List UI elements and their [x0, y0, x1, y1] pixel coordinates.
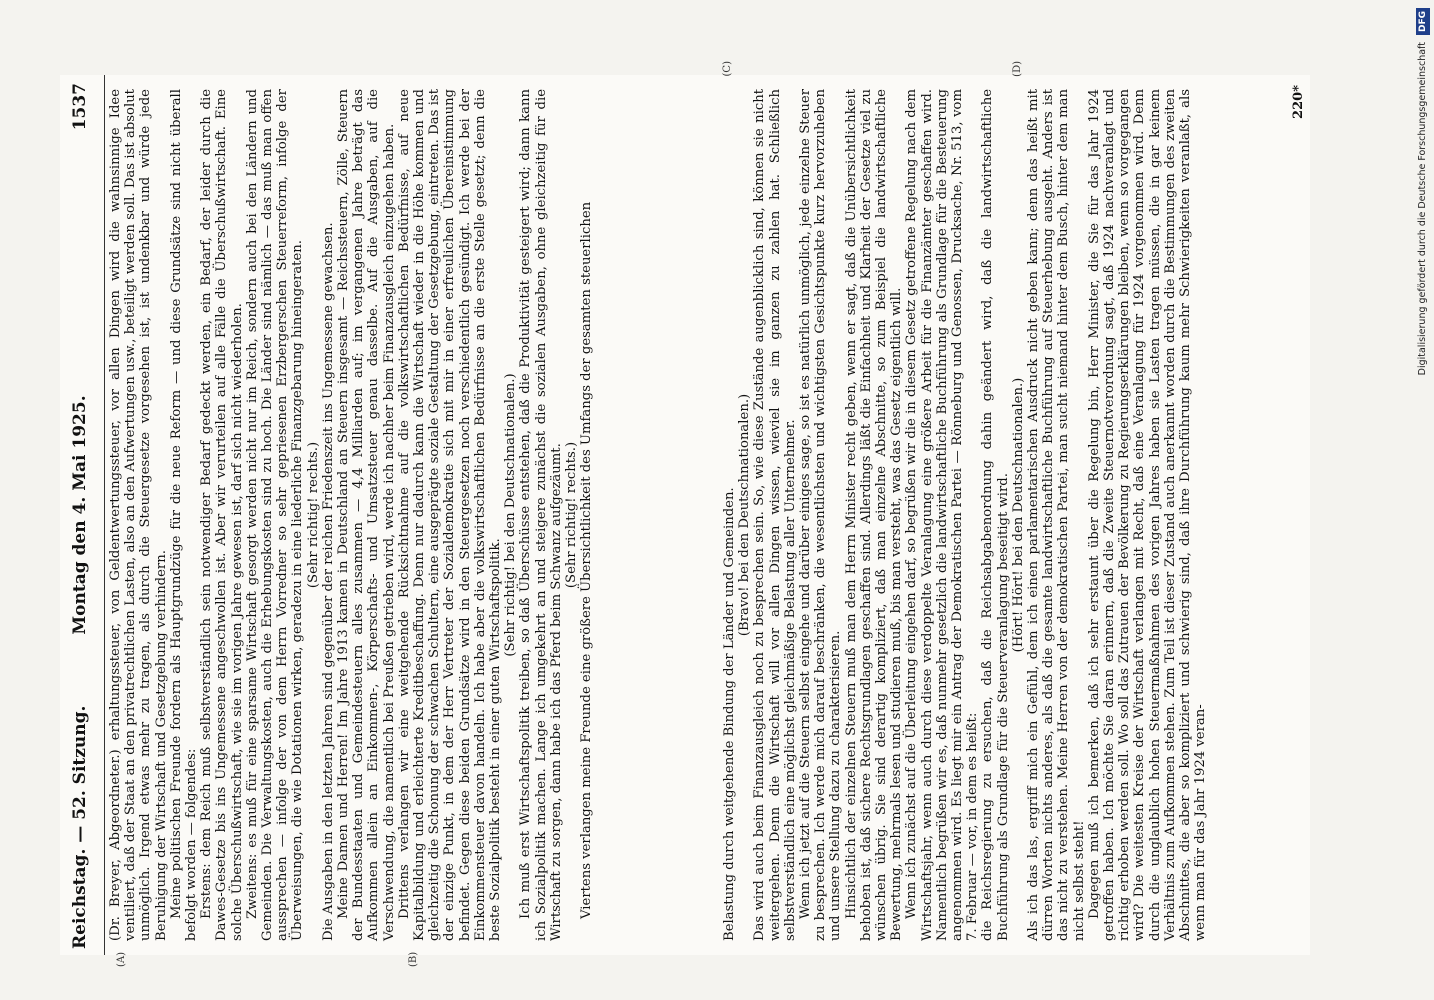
- margin-marker-a: (A): [116, 951, 127, 967]
- right-column: [722, 89, 1209, 941]
- paragraph: (Hört! Hört! bei den Deutschnationalen.): [1010, 377, 1026, 653]
- paragraph: Hinsichtlich der einzelnen Steuern muß man dem Herrn Minister recht geben, wenn er sagt, daß die Unübersichtlichkeit behoben ist, daß sichere Rechtsgrundlagen geschaffen sind. Allerdings läßt die Einfachheit und Klarheit der Gesetze viel zu wünschen übrig. Sie sind derartig kompliziert, daß man einzelne Abschnitte, so zum Beispiel die landwirtschaftliche Bewertung, mehrmals lesen und studieren muß, bis man versteht, was das Gesetz eigentlich will.: [843, 89, 905, 941]
- margin-marker-c: (C): [722, 61, 733, 77]
- paragraph: Ich muß erst Wirtschaftspolitik treiben, so daß Überschüsse entstehen, daß die Produktivität gesteigert wird; dann kann ich Sozialpolitik machen. Lange ich umgekehrt an und steigere zunächst die sozialen Ausgaben, ohne gleichzeitig für die Wirtschaft zu sorgen, dann habe ich das Pferd beim Schwanz aufgezäumt.: [518, 89, 564, 941]
- digitization-credit: [1414, 8, 1432, 993]
- session-title: Reichstag. — 52. Sitzung.: [70, 705, 90, 949]
- paragraph: Wenn ich jetzt auf die Steuern selbst eingehe und darüber einiges sage, so ist es natürlich unmöglich, jede einzelne Steuer zu besprechen. Ich werde mich darauf beschränken, die wesentlichsten und wichtigsten Gesichtspunkte kurz hervorzuheben und unsere Stellung dazu zu charakterisieren.: [798, 89, 844, 941]
- paragraph: (Dr. Breyer, Abgeordneter.) erhaltungssteuer, von Geldentwertungssteuer, vor allen Dingen wird die wahnsinnige Idee ventiliert, daß der Staat an den privatrechtlichen Lasten, also an den Aufwertungen usw., beteiligt werden soll. Das ist absolut unmöglich. Irgend etwas mehr zu tragen, als durch die Steuergesetze vorgesehen ist, ist undenkbar und würde jede Beruhigung der Wirtschaft und Gesetzgebung verhindern.: [108, 89, 169, 941]
- paragraph: Drittens verlangen wir eine weitgehende Rücksichtnahme auf die volkswirtschaftlichen Bedürfnisse, auf neue Kapitalbildung und erleichterte Kreditbeschaffung. Denn nur dadurch kann die Wirtschaft wieder in die Höhe kommen und gleichzeitig die Schonung der schwachen Schultern, eine ausgeprägte soziale Gestaltung der Gesetzgebung, eintreten. Das ist der einzige Punkt, in dem der Herr Vertreter der Sozialdemokratie sich mit mir in einer erfreulichen Übereinstimmung befindet. Gegen diese beiden Grundsätze wird in den Steuergesetzen noch verschiedentlich gesündigt. Ich werde bei der Einkommensteuer davon handeln. Ich habe aber die volkswirtschaftlichen Bedürfnisse an die erste Stelle gesetzt; denn die beste Sozialpolitik besteht in einer guten Wirtschaftspolitik.: [396, 89, 504, 941]
- session-date: Montag den 4. Mai 1925.: [70, 395, 90, 635]
- paragraph: Die Ausgaben in den letzten Jahren sind gegenüber der reichen Friedenszeit ins Ungemessene gewachsen.: [320, 222, 336, 941]
- paragraph: Das wird auch beim Finanzausgleich noch zu besprechen sein. So, wie diese Zustände augenblicklich sind, können sie nicht weitergehen. Denn die Wirtschaft will vor allen Dingen wissen, wieviel sie im ganzen zu zahlen hat. Schließlich selbstverständlich eine möglichst gleichmäßige Belastung aller Unternehmer.: [752, 89, 798, 941]
- left-column-region: [108, 75, 720, 967]
- printer-signature: 220*: [1291, 85, 1306, 119]
- dfg-logo: DFG: [1416, 8, 1430, 35]
- paragraph: (Sehr richtig! rechts.): [305, 441, 321, 589]
- paragraph: Erstens: dem Reich muß selbstverständlich sein notwendiger Bedarf gedeckt werden, ein Bedarf, der leider durch die Dawes-Gesetze bis ins Ungemessene angeschwollen ist. Aber wir verurteilen auf alle Fälle die Überschußwirtschaft. Eine solche Überschußwirtschaft, wie sie im vorigen Jahre gewesen ist, darf sich nicht wiederholen.: [199, 89, 245, 941]
- right-column-region: [722, 61, 1310, 955]
- paragraph: Wenn ich zunächst auf die Überleitung eingehen darf, so begrüßen wir die in diesem Gesetz getroffene Regelung nach dem Wirtschaftsjahr, wenn auch durch diese verdoppelte Veranlagung eine größere Arbeit für die Finanzämter geschaffen wird. Namentlich begrüßen wir es, daß nunmehr gesetzlich die landwirtschaftliche Buchführung als Grundlage für die Besteuerung angenommen wird. Es liegt mir ein Antrag der Demokratischen Partei — Rönneburg und Genossen, Drucksache, Nr. 513, vom 7. Februar — vor, in dem es heißt:: [904, 89, 981, 941]
- paragraph: Als ich das las, ergriff mich ein Gefühl, dem ich einen parlamentarischen Ausdruck nicht geben kann; denn das heißt mit dürren Worten nichts anderes, als daß die gesamte landwirtschaftliche Buchführung auf Steuerhebung ausgeht. Anders ist das nicht zu verstehen. Meine Herren von der demokratischen Partei, man sucht niemand hinter dem Busch, hinter dem man nicht selbst steht!: [1026, 89, 1087, 941]
- header-rule: [104, 75, 105, 955]
- paragraph: Belastung durch weitgehende Bindung der Länder und Gemeinden.: [722, 487, 737, 941]
- margin-marker-b: (B): [408, 951, 419, 967]
- margin-marker-d: (D): [1012, 61, 1023, 77]
- page-header: [60, 75, 104, 955]
- paragraph: Zweitens: es muß für eine sparsame Wirtschaft gesorgt werden nicht nur im Reich, sondern auch bei den Ländern und Gemeinden. Die Verwaltungskosten, auch die Erhebungskosten sind zu hoch. Die Länder sind nämlich — das muß man offen aussprechen — infolge der von dem Herrn Vorredner so sehr gepriesenen Erzbergerschen Steuerreform, infolge der Überweisungen, die wie Dotationen wirken, geradezu in eine liederliche Finanzgebarung hineingeraten.: [244, 89, 306, 941]
- page-number: 1537: [70, 83, 90, 131]
- paragraph: Meine Damen und Herren! Im Jahre 1913 kamen in Deutschland an Steuern insgesamt — Reichssteuern, Zölle, Steuern der Bundesstaaten und Gemeindesteuern alles zusammen — 4,4 Milliarden auf; im vergangenen Jahre beträgt das Aufkommen allein an Einkommen-, Körperschafts- und Umsatzsteuer genau dasselbe. Auf die Ausgaben, auf die Verschwendung, die namentlich bei Preußen getrieben wird, werde ich nachher beim Finanzausgleich einzugehen haben.: [336, 89, 397, 941]
- paragraph: die Reichsregierung zu ersuchen, daß die Reichsabgabenordnung dahin geändert wird, daß die landwirtschaftliche Buchführung als Grundlage für die Steuerveranlagung beseitigt wird.: [980, 89, 1011, 941]
- credit-text: Digitalisierung gefördert durch die Deutsche Forschungsgemeinschaft: [1417, 42, 1428, 376]
- paragraph: Dagegen muß ich bemerken, daß ich sehr erstaunt über die Regelung bin, Herr Minister, die Sie für das Jahr 1924 getroffen haben. Ich möchte Sie daran erinnern, daß die Zweite Steuernotverordnung sagt, daß 1924 nachveranlagt und richtig erhoben werden soll. Wo soll das Zutrauen der Bevölkerung zu Regierungserklärungen bleiben, wenn so vorgegangen wird? Die weitesten Kreise der Wirtschaft verlangen mit Recht, daß eine Veranlagung für 1924 vorgenommen wird. Denn durch die unglaublich hohen Steuermaßnahmen des vorigen Jahres haben sie Lasten tragen müssen, die in gar keinem Verhältnis zum Aufkommen stehen. Zum Teil ist dieser Zustand auch anerkannt worden durch die Bestimmungen des zweiten Abschnittes, die aber so kompliziert und schwierig sind, daß ihre Durchführung kaum mehr Schwierigkeiten veranlaßt, als wenn man für das Jahr 1924 veran-: [1086, 89, 1209, 941]
- paragraph: (Bravo! bei den Deutschnationalen.): [737, 393, 753, 637]
- document-page: [60, 61, 1310, 967]
- left-column: [108, 89, 595, 941]
- paragraph: (Sehr richtig! bei den Deutschnationalen.): [503, 373, 519, 657]
- paragraph: (Sehr richtig! rechts.): [564, 441, 580, 589]
- paragraph: Viertens verlangen meine Freunde eine größere Übersichtlichkeit des Umfangs der gesamten steuerlichen: [579, 201, 595, 919]
- paragraph: Meine politischen Freunde fordern als Hauptgrundzüge für die neue Reform — und diese Grundsätze sind nicht überall befolgt worden — folgendes:: [168, 89, 200, 941]
